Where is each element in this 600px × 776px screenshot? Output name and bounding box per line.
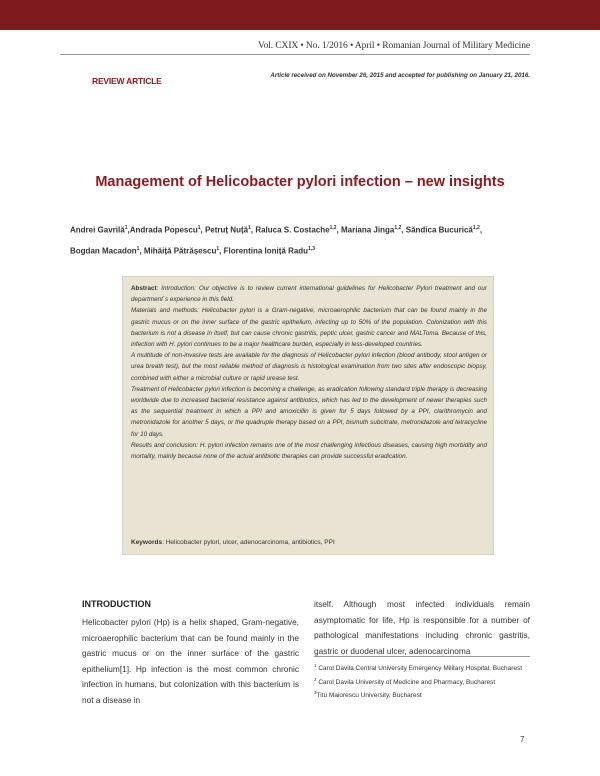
keywords-label: Keywords bbox=[131, 539, 163, 546]
author-name: Bogdan Macadon bbox=[70, 246, 137, 256]
methods-label: Materials and methods: bbox=[131, 307, 199, 315]
footnote bbox=[314, 688, 530, 702]
footnote-marker: 2 bbox=[314, 676, 317, 682]
footnote-text: Carol Davila University of Medicine and Pharmacy, Bucharest bbox=[318, 678, 496, 686]
author-name: Florentina Ioniță Radu bbox=[223, 246, 309, 256]
body-text-right: itself. Although most infected individuals remain asymptomatic for life, Hp is responsible for a number of pathological manifestations including chronic gastritis, gastric or duodenal ulcer, adenocarcinoma bbox=[314, 599, 530, 656]
intro-text: Our objective is to review current international guidelines for Helicobacter Pylori treatment and our department`s experience in this field. bbox=[131, 285, 488, 304]
received-note: Article received on November 26, 2015 and accepted for publishing on January 21, 2016. bbox=[270, 72, 530, 79]
author-affiliation: 1 bbox=[248, 225, 251, 231]
footnotes bbox=[314, 661, 530, 702]
results-text: H. pylori infection remains one of the most challenging infectious diseases, causing high morbidity and mortality, mainly because none of the actual antibiotic therapies can provide successful eradication. bbox=[131, 441, 487, 461]
abstract-paragraph: A multitude of non-invasive tests are available for the diagnosis of Helicobacter pylori infection (blood antibody, stool antigen or urea breath test), but the most reliable method of diagnosis is histological examination from two sites after endoscopic biopsy, combined with either a microbial culture or rapid urease test. bbox=[131, 352, 487, 382]
author-affiliation: 1 bbox=[124, 225, 128, 231]
keywords bbox=[131, 539, 335, 546]
page-number: 7 bbox=[520, 735, 525, 744]
journal-info: Vol. CXIX • No. 1/2016 • April • Romanian Journal of Military Medicine bbox=[258, 41, 530, 51]
footnote-marker: 1 bbox=[314, 663, 317, 668]
footnote-marker: 3 bbox=[314, 690, 317, 696]
author-affiliation: 1,2 bbox=[329, 225, 337, 231]
header-bar bbox=[0, 0, 600, 30]
abstract-label: Abstract bbox=[131, 285, 157, 292]
abstract-box bbox=[122, 276, 494, 555]
author-name: Petruț Nuță bbox=[204, 225, 249, 235]
author-affiliation: 1 bbox=[136, 245, 140, 252]
results-label: Results and conclusion: bbox=[131, 441, 198, 449]
footnote bbox=[314, 661, 530, 675]
author-name: Mariana Jinga bbox=[340, 225, 395, 235]
author-name: Raluca S. Costache bbox=[255, 225, 330, 235]
author-affiliation: 1 bbox=[216, 245, 220, 252]
author-name: Andrei Gavrilă bbox=[70, 225, 125, 235]
author-name: Andrada Popescu bbox=[129, 225, 198, 235]
footnote bbox=[314, 675, 530, 689]
author-affiliation: 1 bbox=[197, 225, 201, 231]
section-heading: INTRODUCTION bbox=[82, 599, 151, 609]
footnote-divider bbox=[314, 656, 530, 657]
methods-text: Helicobacter pylori is a Gram-negative, microaerophilic bacterium that can be found mainly in the gastric mucus or on the inner surface of the gastric epithelium, infecting up to 50% of the population. Colonization with this bacterium is not a disease in itself, but can cause chronic gastritis, peptic ulcer, gastric cancer and MALToma. Because of this, infection with H. pylori continues to be a major healthcare burden, especially in less-developed countries. bbox=[131, 307, 488, 349]
article-type: REVIEW ARTICLE bbox=[92, 76, 162, 86]
author-list: Andrei Gavrilă$^1$,Andrada Popescu$^1$, Petruț Nuță$^1$, Raluca S. Costache$^{1,2}$, Mariana Jinga$^{1,2}$, Săndica Bucurică$^{1,2}$, Bogdan Macadon$^1$, Mihăiță Pătrășescu$^1$, Florentina Ioniță Radu$^{1,3}$ bbox=[70, 225, 483, 256]
keywords-list: : Helicobacter pylori, ulcer, adenocarcinoma, antibiotics, PPI bbox=[162, 539, 335, 546]
footnote-text: Carol Davila Central University Emergency Military Hospital, Bucharest bbox=[318, 665, 523, 673]
intro-label: Introduction: bbox=[161, 285, 196, 292]
author-name: Mihăiță Pătrășescu bbox=[143, 246, 217, 256]
header-divider bbox=[60, 54, 530, 55]
body-text-left: Helicobacter pylori (Hp) is a helix shaped, Gram-negative, microaerophilic bacterium that can be found mainly in the gastric mucus or on the inner surface of the gastric epithelium[1]. Hp infection is the most common chronic infection in humans, but colonization with this bacterium is not a disease in bbox=[82, 617, 299, 705]
abstract-paragraph: Treatment of Helicobacter pylori infection is becoming a challenge, as eradication following standard triple therapy is decreasing worldwide due to increased bacterial resistance against antibiotics, which has led to the development of newer therapies such as the sequential treatment in which a PPI and amoxicillin is given for 5 days followed by a PPI, clarithromycin and metronidazole for another 5 days, or the quadruple therapy based on a PPI, bismuth subcitrate, metronidazole and tetracycline for 10 days. bbox=[131, 385, 487, 438]
author-affiliation: 1,2 bbox=[394, 225, 402, 231]
footnote-text: Titu Maiorescu University, Bucharest bbox=[316, 692, 422, 700]
author-affiliation: 1,3 bbox=[308, 245, 316, 252]
author-affiliation: 1,2 bbox=[472, 225, 480, 231]
abstract-text: Abstract: Introduction: Our objective is to review current international guidelines for Helicobacter Pylori treatment and our department`s experience in this field. Materials and methods: Helicobacter pylori is a Gram-negative, microaerophilic bacterium that can be found mainly in the gastric mucus or on the inner surface of the gastric epithelium, infecting up to 50% of the population. Colonization with this bacterium is not a disease in itself, but can cause chronic gastritis, peptic ulcer, gastric cancer and MALToma. Because of this, infection with H. pylori continues to be a major healthcare burden, especially in less-developed countries. A multitude of non-invasive tests are available for the diagnosis of Helicobacter pylori infection (blood antibody, stool antigen or urea breath test), but the most reliable method of diagnosis is histological examination from two sites after endoscopic biopsy, combined with either a microbial culture or rapid urease test. Treatment of Helicobacter pylori infection is becoming a challenge, as eradication following standard triple therapy is decreasing worldwide due to increased bacterial resistance against antibiotics, which has led to the development of newer therapies such as the sequential treatment in which a PPI and amoxicillin is given for 5 days followed by a PPI, clarithromycin and metronidazole for another 5 days, or the quadruple therapy based on a PPI, bismuth subcitrate, metronidazole and tetracycline for 10 days. Results and conclusion: H. pylori infection remains one of the most challenging infectious diseases, causing high morbidity and mortality, mainly because none of the actual antibiotic therapies can provide successful eradication. bbox=[131, 285, 488, 461]
author-name: Săndica Bucurică bbox=[405, 225, 473, 235]
article-title: Management of Helicobacter pylori infection – new insights bbox=[95, 174, 505, 190]
